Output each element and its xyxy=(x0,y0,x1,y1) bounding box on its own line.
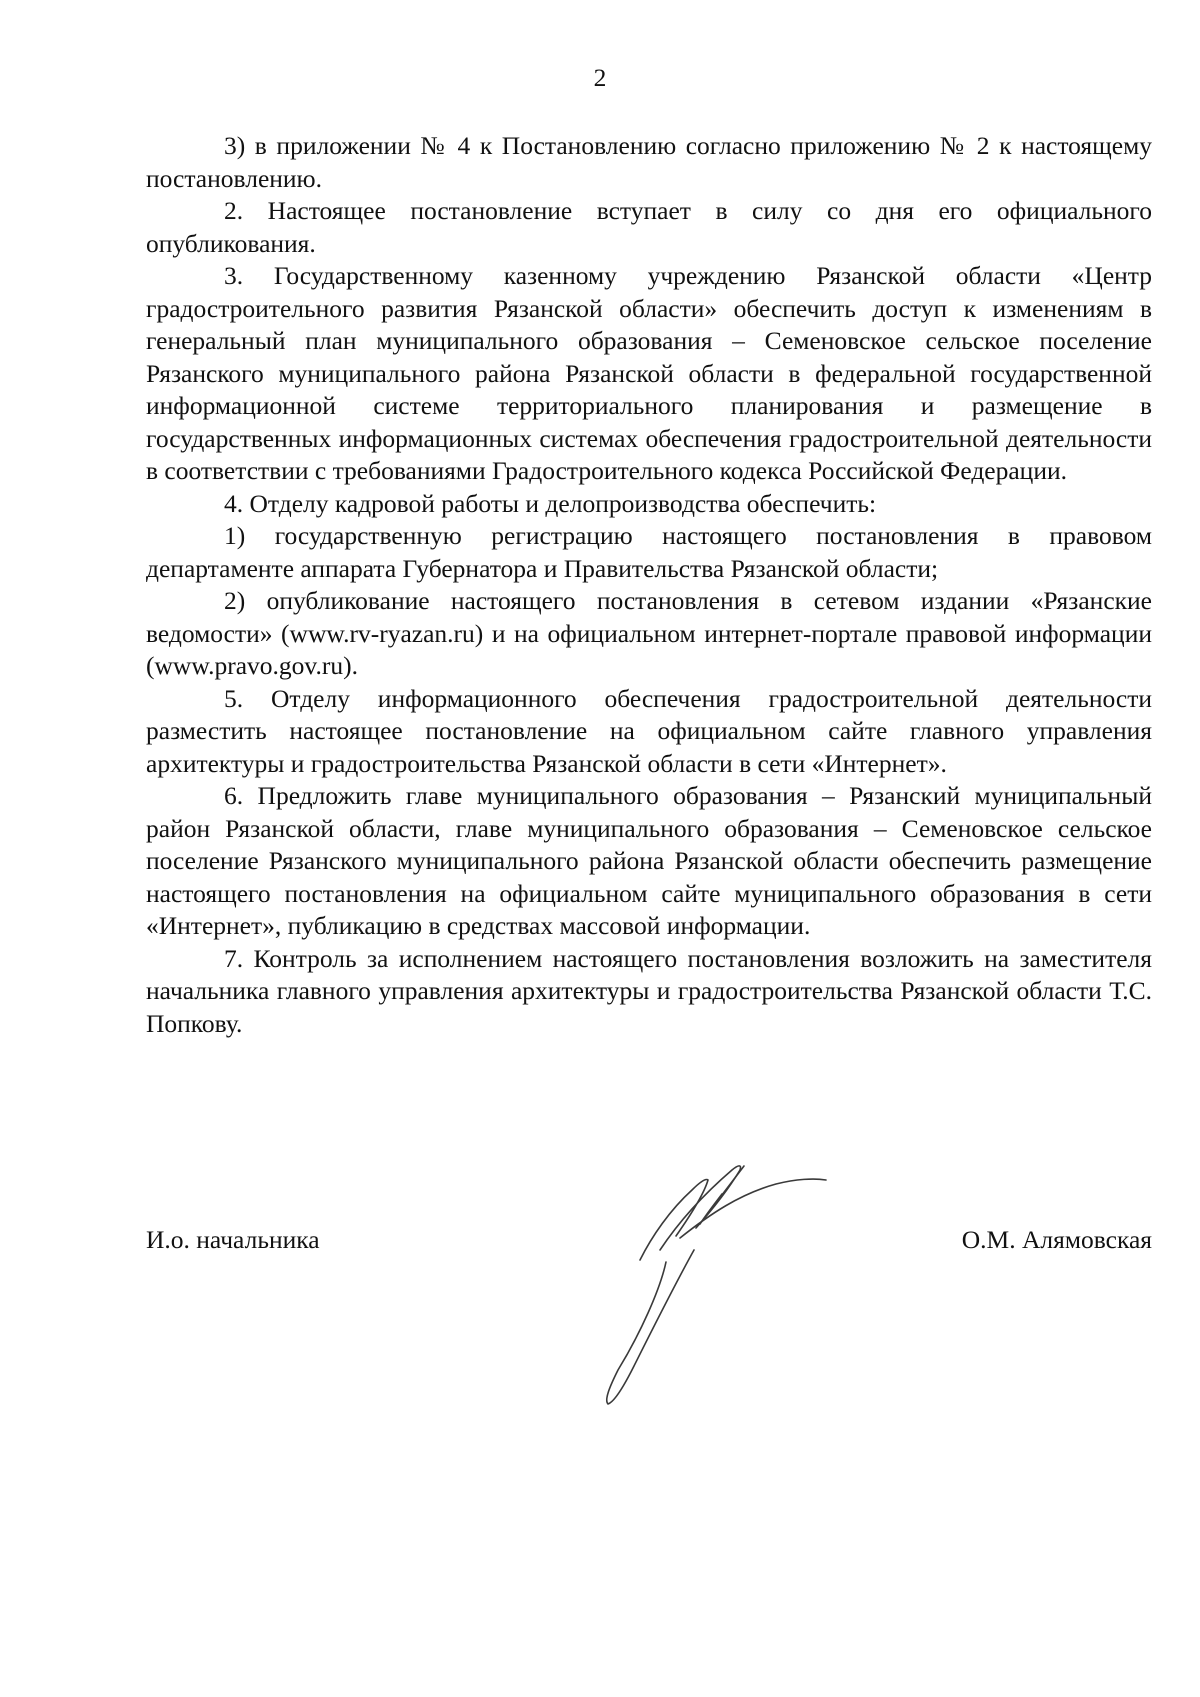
handwritten-signature xyxy=(600,1150,860,1420)
page-number: 2 xyxy=(593,63,607,92)
signatory-name: О.М. Алямовская xyxy=(961,1225,1152,1254)
paragraph-item-3-appendix: 3) в приложении № 4 к Постановлению согласно приложению № 2 к настоящему постановлению. xyxy=(146,131,1152,193)
paragraph-municipal-heads: 6. Предложить главе муниципального образования – Рязанский муниципальный район Рязанской области, главе муниципального образования – Семеновское сельское поселение Рязанского муниципального района Рязанской области обеспечить размещение настоящего постановления на официальном сайте муниципального образования в сети «Интернет», публикацию в средствах массовой информации. xyxy=(146,781,1152,940)
signatory-title: И.о. начальника xyxy=(146,1225,320,1254)
paragraph-registration: 1) государственную регистрацию настоящего постановления в правовом департаменте аппарата Губернатора и Правительства Рязанской области; xyxy=(146,521,1152,583)
paragraph-access-provision: 3. Государственному казенному учреждению Рязанской области «Центр градостроительного развития Рязанской области» обеспечить доступ к изменениям в генеральный план муниципального образования – Семеновское сельское поселение Рязанского муниципального района Рязанской области в федеральной государственной информационной системе территориального планирования и размещение в государственных информационных системах обеспечения градостроительной деятельности в соответствии с требованиями Градостроительного кодекса Российской Федерации. xyxy=(146,261,1152,485)
paragraph-website-posting: 5. Отделу информационного обеспечения градостроительной деятельности разместить настоящее постановление на официальном сайте главного управления архитектуры и градостроительства Рязанской области в сети «Интернет». xyxy=(146,683,1152,778)
paragraph-hr-department: 4. Отделу кадровой работы и делопроизводства обеспечить: xyxy=(224,488,877,518)
document-body xyxy=(146,130,1152,1040)
paragraph-publication: 2) опубликование настоящего постановления в сетевом издании «Рязанские ведомости» (www.rv-ryazan.ru) и на официальном интернет-портале правовой информации (www.pravo.gov.ru). xyxy=(146,586,1152,680)
paragraph-control: 7. Контроль за исполнением настоящего постановления возложить на заместителя начальника главного управления архитектуры и градостроительства Рязанской области Т.С. Попкову. xyxy=(146,943,1152,1038)
paragraph-effective-date: 2. Настоящее постановление вступает в силу со дня его официального опубликования. xyxy=(146,196,1152,258)
